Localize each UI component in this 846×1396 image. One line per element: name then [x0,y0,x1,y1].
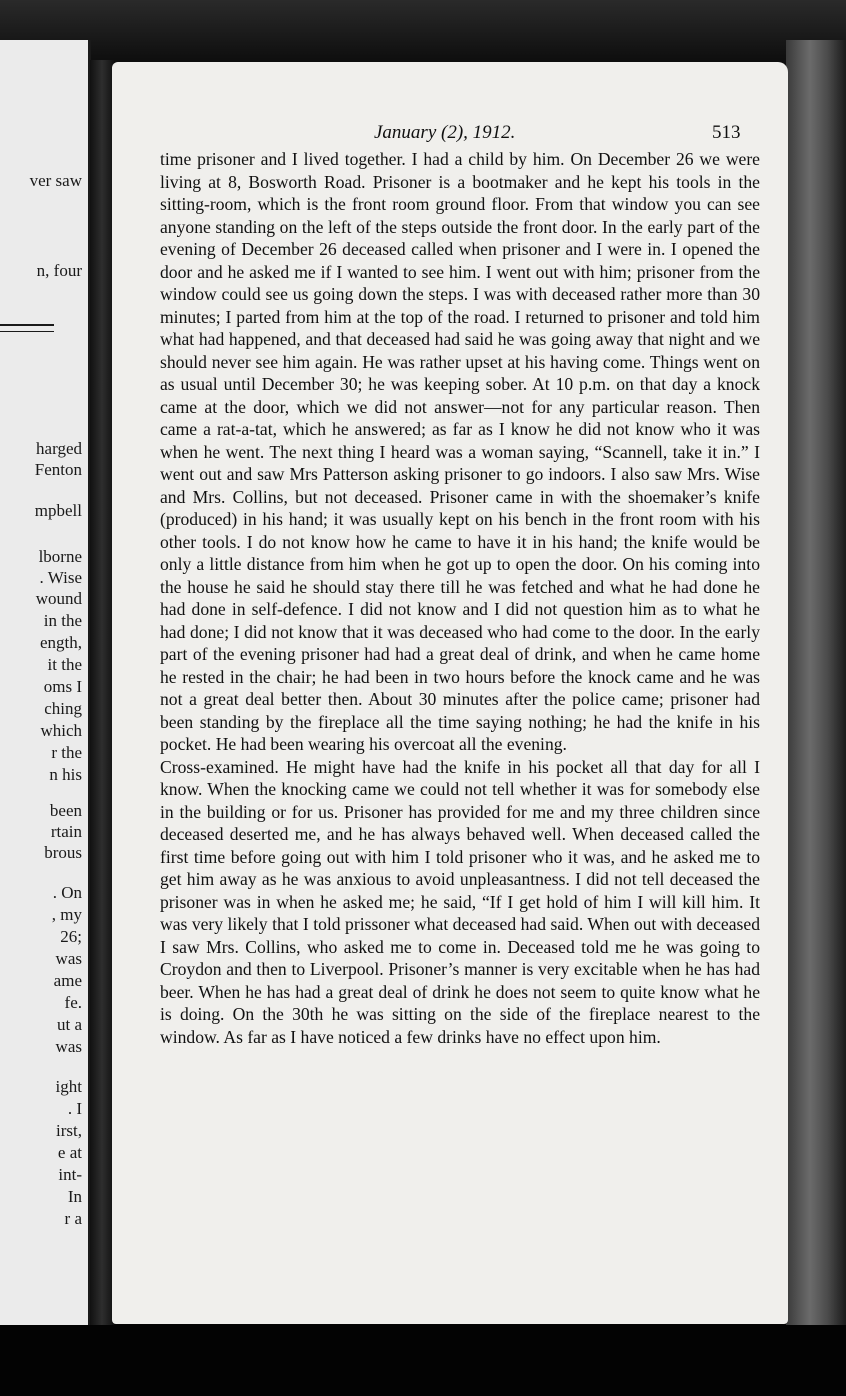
book-gutter [90,60,114,1330]
left-fragment: In [67,1187,82,1206]
left-fragment: fe. [64,993,82,1012]
left-fragment: n, four [36,261,82,280]
left-fragment: n his [49,765,82,784]
header-date: January (2), 1912. [374,122,516,143]
left-fragment: it the [47,655,82,674]
left-fragment: ver saw [29,171,82,190]
left-fragment: which [40,721,82,740]
page-number: 513 [712,122,741,143]
left-fragment: ching [44,699,82,718]
page-edge [786,40,846,1340]
paragraph: time prisoner and I lived together. I had a child by him. On December 26 we were living at 8, Bosworth Road. Prisoner is a bootmaker and he kept his tools in the sitting-room, which is the front room ground floor. From that window you can see anyone standing on the left of the steps outside the front door. In the early part of the evening of December 26 deceased called when prisoner and I were in. I opened the door and he asked me if I wanted to see him. I went out with him; prisoner from the window could see us going down the steps. I was with deceased rather more than 30 minutes; I parted from him at the top of the road. I returned to prisoner and told him what had happened, and that deceased had said he was going away that night and we should never see him again. He was rather upset at his having come. Things went on as usual until December 30; he was keeping sober. At 10 p.m. on that day a knock came at the door, which we did not answer—not for any particular reason. Then came a rat-a-tat, which he answered; as far as I know he did not know who it was when he went. The next thing I heard was a woman saying, “Scannell, take it in.” I went out and saw Mrs Patterson asking prisoner to go indoors. I also saw Mrs. Wise and Mrs. Collins, but not deceased. Prisoner came in with the shoemaker’s knife (produced) in his hand; it was usually kept on his bench in the front room with his other tools. I do not know how he came to have it in his hand; the knife would be only a little distance from him when he got up to open the door. On his coming into the house he said he should stay there till he was fetched and what he had done he had done in self-defence. I did not know and I did not question him as to what he had done; I did not know that it was deceased who had come to the door. In the early part of the evening prisoner had had a great deal of drink, and when he came home he rested in the chair; he had been in two hours before the knock came and he was not a great deal better then. About 30 minutes after the police came; prisoner had been standing by the fireplace all the time saying nothing; he had the knife in his pocket. He had been wearing his overcoat all the evening. [160,149,760,754]
left-fragment: 26; [60,927,82,946]
left-fragment: harged [36,439,82,458]
left-fragment: ut a [56,1015,82,1034]
left-fragment: wound [35,589,82,608]
left-fragment: lborne [38,547,82,566]
left-page-rule [0,324,54,332]
scan-top-shadow [0,0,846,70]
scan-bottom-shadow [0,1325,846,1396]
left-fragment: int- [58,1165,82,1184]
left-fragment: rtain [50,822,82,841]
left-fragment: r the [51,743,82,762]
running-header [112,122,788,144]
left-fragment: ength, [39,633,82,652]
left-fragment: oms I [43,677,82,696]
left-fragment: r a [64,1209,82,1228]
left-fragment: Fenton [34,460,82,479]
left-fragment: been [49,801,82,820]
left-fragment: was [55,949,82,968]
paragraph: Cross-examined. He might have had the knife in his pocket all that day for all I know. When the knocking came we could not tell whether it was for somebody else in the building or for us. Prisoner has provided for me and my three children since deceased deserted me, and he has always behaved well. When deceased called the first time before going out with him I told prisoner who it was, and he asked me to get him away as he was anxious to avoid unpleasantness. I did not tell deceased the prisoner was in when he asked me; he said, “If I get hold of him I will kill him. It was very likely that I told prissoner what deceased had said. When out with deceased I saw Mrs. Collins, who asked me to come in. Deceased told me he was going to Croydon and then to Liverpool. Prisoner’s manner is very excitable when he has had beer. When he has had a great deal of drink he does not seem to quite know what he is doing. On the 30th he was sitting on the side of the fireplace nearest to the window. As far as I have noticed a few drinks have no effect upon him. [160,756,760,1047]
left-fragment: mpbell [34,501,82,520]
left-fragment: e at [57,1143,82,1162]
left-fragment: in the [43,611,82,630]
left-fragment: ame [53,971,82,990]
left-fragment: brous [44,843,82,862]
left-fragment: , my [51,905,82,924]
left-page [0,40,91,1325]
body-text [160,148,760,1048]
left-fragment: ight [55,1077,82,1096]
left-fragment: . I [67,1099,82,1118]
left-fragment: irst, [56,1121,82,1140]
left-fragment: was [55,1037,82,1056]
left-fragment: . Wise [39,568,82,587]
left-fragment: . On [52,883,82,902]
